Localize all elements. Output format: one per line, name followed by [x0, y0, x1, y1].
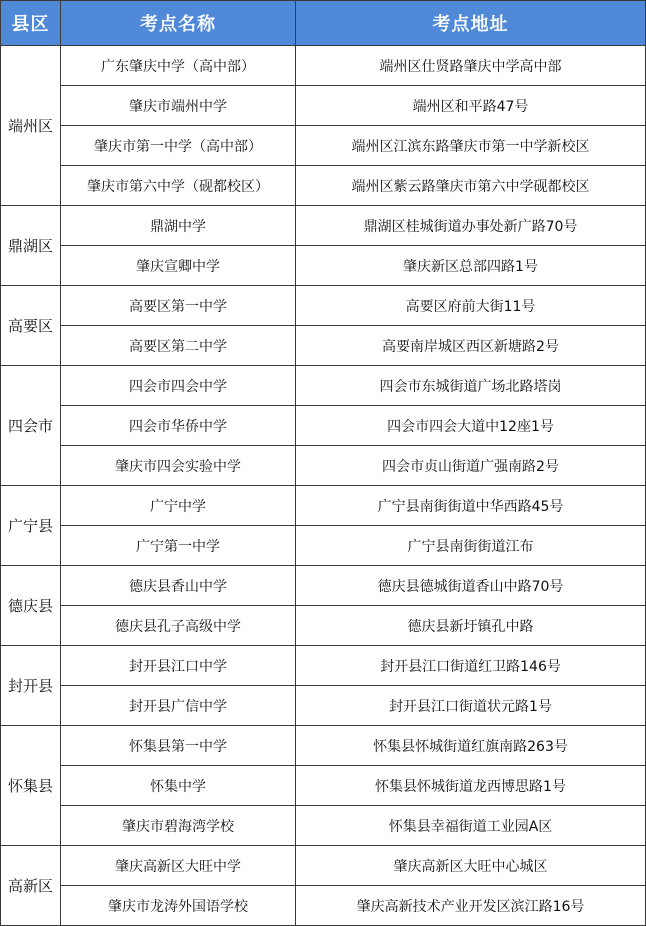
site-name-cell: 肇庆高新区大旺中学	[61, 846, 296, 886]
site-name-cell: 四会市华侨中学	[61, 406, 296, 446]
header-site-address: 考点地址	[296, 1, 646, 46]
site-address-cell: 高要南岸城区西区新塘路2号	[296, 326, 646, 366]
site-address-cell: 肇庆新区总部四路1号	[296, 246, 646, 286]
site-address-cell: 广宁县南街街道江布	[296, 526, 646, 566]
site-name-cell: 肇庆市第一中学（高中部）	[61, 126, 296, 166]
table-row	[1, 326, 646, 366]
site-address-cell: 四会市东城街道广场北路塔岗	[296, 366, 646, 406]
table-row	[1, 406, 646, 446]
site-name-cell: 肇庆市龙涛外国语学校	[61, 886, 296, 926]
table-row	[1, 126, 646, 166]
county-cell: 高新区	[1, 846, 61, 926]
site-address-cell: 广宁县南街街道中华西路45号	[296, 486, 646, 526]
table-row	[1, 206, 646, 246]
site-address-cell: 端州区江滨东路肇庆市第一中学新校区	[296, 126, 646, 166]
county-cell: 四会市	[1, 366, 61, 486]
table-row	[1, 46, 646, 86]
site-name-cell: 鼎湖中学	[61, 206, 296, 246]
table-row	[1, 86, 646, 126]
county-cell: 怀集县	[1, 726, 61, 846]
site-name-cell: 广宁中学	[61, 486, 296, 526]
site-name-cell: 高要区第二中学	[61, 326, 296, 366]
county-cell: 德庆县	[1, 566, 61, 646]
table-row	[1, 446, 646, 486]
county-cell: 封开县	[1, 646, 61, 726]
table-row	[1, 366, 646, 406]
site-name-cell: 肇庆宣卿中学	[61, 246, 296, 286]
site-address-cell: 封开县江口街道红卫路146号	[296, 646, 646, 686]
county-cell: 端州区	[1, 46, 61, 206]
site-name-cell: 怀集县第一中学	[61, 726, 296, 766]
site-address-cell: 鼎湖区桂城街道办事处新广路70号	[296, 206, 646, 246]
site-address-cell: 端州区和平路47号	[296, 86, 646, 126]
site-address-cell: 肇庆高新区大旺中心城区	[296, 846, 646, 886]
site-address-cell: 怀集县幸福街道工业园A区	[296, 806, 646, 846]
header-row	[1, 1, 646, 46]
site-name-cell: 肇庆市端州中学	[61, 86, 296, 126]
header-county: 县区	[1, 1, 61, 46]
site-name-cell: 高要区第一中学	[61, 286, 296, 326]
table-row	[1, 286, 646, 326]
table-row	[1, 806, 646, 846]
site-address-cell: 端州区仕贤路肇庆中学高中部	[296, 46, 646, 86]
site-name-cell: 四会市四会中学	[61, 366, 296, 406]
site-name-cell: 肇庆市四会实验中学	[61, 446, 296, 486]
table-row	[1, 606, 646, 646]
table-row	[1, 686, 646, 726]
table-header	[1, 1, 646, 46]
site-address-cell: 怀集县怀城街道红旗南路263号	[296, 726, 646, 766]
site-name-cell: 广宁第一中学	[61, 526, 296, 566]
table-row	[1, 486, 646, 526]
site-name-cell: 怀集中学	[61, 766, 296, 806]
site-name-cell: 肇庆市碧海湾学校	[61, 806, 296, 846]
site-address-cell: 端州区紫云路肇庆市第六中学砚都校区	[296, 166, 646, 206]
site-name-cell: 封开县广信中学	[61, 686, 296, 726]
table-row	[1, 886, 646, 926]
site-name-cell: 德庆县香山中学	[61, 566, 296, 606]
table-body	[1, 46, 646, 926]
site-name-cell: 德庆县孔子高级中学	[61, 606, 296, 646]
table-row	[1, 846, 646, 886]
table-row	[1, 566, 646, 606]
table-row	[1, 166, 646, 206]
site-address-cell: 高要区府前大街11号	[296, 286, 646, 326]
site-address-cell: 四会市贞山街道广强南路2号	[296, 446, 646, 486]
table-row	[1, 246, 646, 286]
site-address-cell: 德庆县新圩镇孔中路	[296, 606, 646, 646]
county-cell: 广宁县	[1, 486, 61, 566]
site-name-cell: 封开县江口中学	[61, 646, 296, 686]
table-row	[1, 766, 646, 806]
table-row	[1, 526, 646, 566]
header-site-name: 考点名称	[61, 1, 296, 46]
site-name-cell: 肇庆市第六中学（砚都校区）	[61, 166, 296, 206]
site-address-cell: 封开县江口街道状元路1号	[296, 686, 646, 726]
site-address-cell: 四会市四会大道中12座1号	[296, 406, 646, 446]
site-name-cell: 广东肇庆中学（高中部）	[61, 46, 296, 86]
county-cell: 鼎湖区	[1, 206, 61, 286]
table-row	[1, 646, 646, 686]
county-cell: 高要区	[1, 286, 61, 366]
table-row	[1, 726, 646, 766]
site-address-cell: 德庆县德城街道香山中路70号	[296, 566, 646, 606]
site-address-cell: 怀集县怀城街道龙西博思路1号	[296, 766, 646, 806]
site-address-cell: 肇庆高新技术产业开发区滨江路16号	[296, 886, 646, 926]
